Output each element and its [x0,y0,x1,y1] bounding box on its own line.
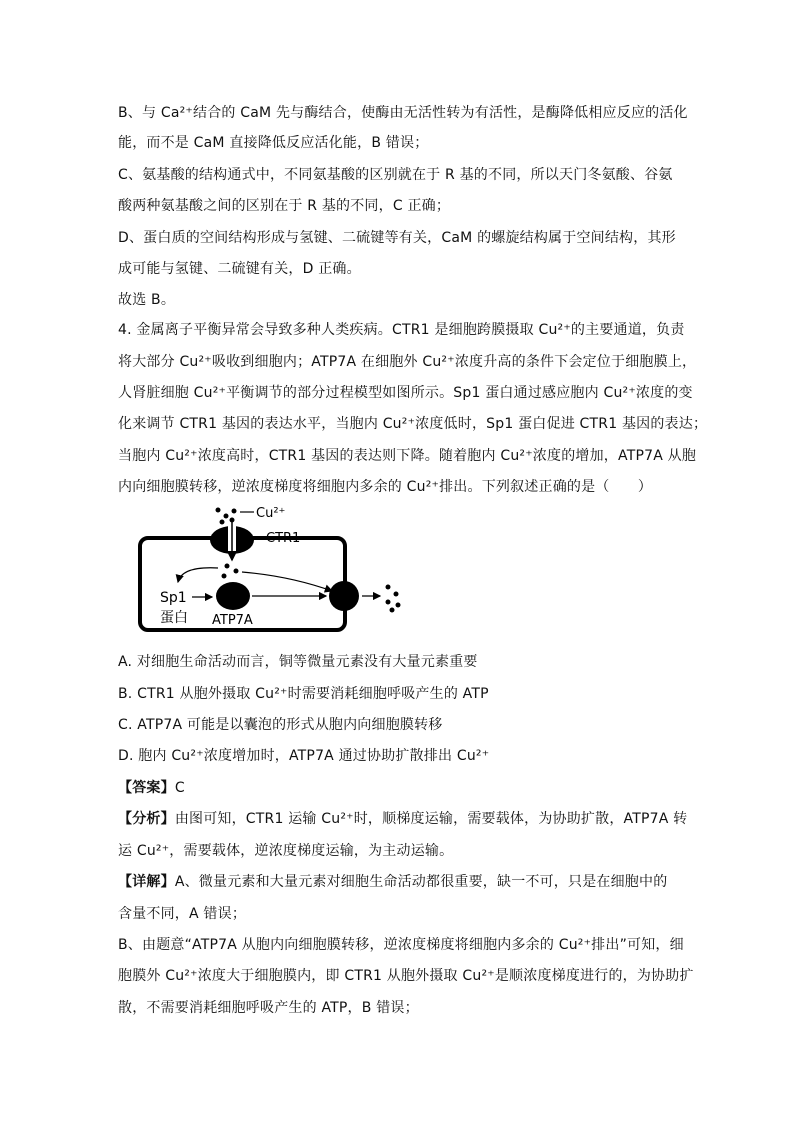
analysis-line: 运 Cu²⁺，需要载体，逆浓度梯度运输，为主动运输。 [118,843,454,859]
question-stem-line: 人肾脏细胞 Cu²⁺平衡调节的部分过程模型如图所示。Sp1 蛋白通过感应胞内 Cu²⁺浓度的变 [118,385,693,401]
option-d: D. 胞内 Cu²⁺浓度增加时，ATP7A 通过协助扩散排出 Cu²⁺ [118,748,490,764]
cu-ion [390,608,395,613]
detail-line: 含量不同，A 错误； [118,906,247,922]
detail-tag: 【详解】 [118,874,175,890]
cu-ion [224,514,229,519]
question-stem-line: 将大部分 Cu²⁺吸收到细胞内；ATP7A 在细胞外 Cu²⁺浓度升高的条件下会定位于细胞膜上， [118,354,697,370]
option-c: C. ATP7A 可能是以囊泡的形式从胞内向细胞膜转移 [118,717,443,733]
cu-ion [394,592,399,597]
text-line: 故选 B。 [118,292,176,308]
text-line: 能，而不是 CaM 直接降低反应活化能，B 错误； [118,135,429,151]
cu-ion [396,603,401,608]
cell-diagram [130,498,430,638]
cu-ion [386,585,391,590]
option-b: B. CTR1 从胞外摄取 Cu²⁺时需要消耗细胞呼吸产生的 ATP [118,686,489,702]
detail-line [118,872,667,892]
text-line: 酸两种氨基酸之间的区别在于 R 基的不同，C 正确； [118,198,451,214]
cu-ion [220,520,225,525]
atp7a-membrane [329,581,359,611]
question-stem-line: 当胞内 Cu²⁺浓度高时，CTR1 基因的表达则下降。随着胞内 Cu²⁺浓度的增加，ATP7A 从胞 [118,448,697,464]
detail-line: 胞膜外 Cu²⁺浓度大于细胞膜内，即 CTR1 从胞外摄取 Cu²⁺是顺浓度梯度进行的，为协助扩 [118,968,694,984]
atp7a-vesicle [216,582,250,610]
cu-ion [216,508,221,513]
cu-ion [234,569,239,574]
ctr1-label: CTR1 [266,531,301,546]
protein-label: 蛋白 [160,610,188,626]
analysis-text: 由图可知，CTR1 运输 Cu²⁺时，顺梯度运输，需要载体，为协助扩散，ATP7A 转 [174,811,688,827]
detail-line: 散，不需要消耗细胞呼吸产生的 ATP，B 错误； [118,1000,419,1016]
cu-label: Cu²⁺ [256,506,286,521]
answer-value: C [174,780,185,796]
cu-ion [222,574,227,579]
atp7a-label: ATP7A [212,613,253,628]
text-line: B、与 Ca²⁺结合的 CaM 先与酶结合，使酶由无活性转为有活性，是酶降低相应反应的活化 [118,105,688,121]
cu-ion [230,518,235,523]
text-line: C、氨基酸的结构通式中，不同氨基酸的区别就在于 R 基的不同，所以天门冬氨酸、谷氨 [118,167,673,183]
detail-text: A、微量元素和大量元素对细胞生命活动都很重要，缺一不可，只是在细胞中的 [174,874,668,890]
question-stem-line: 4. 金属离子平衡异常会导致多种人类疾病。CTR1 是细胞跨膜摄取 Cu²⁺的主要通道，负责 [118,322,685,338]
cu-ion [225,564,230,569]
cu-ion [386,600,391,605]
sp1-label: Sp1 [160,590,187,606]
detail-line: B、由题意“ATP7A 从胞内向细胞膜转移，逆浓度梯度将细胞内多余的 Cu²⁺排出”可知，细 [118,937,684,953]
answer-line [118,778,185,798]
cu-ion [232,509,237,514]
answer-tag: 【答案】 [118,780,175,796]
question-stem-line: 内向细胞膜转移，逆浓度梯度将细胞内多余的 Cu²⁺排出。下列叙述正确的是（ ） [118,479,653,495]
text-line: D、蛋白质的空间结构形成与氢键、二硫键等有关，CaM 的螺旋结构属于空间结构，其形 [118,230,676,246]
text-line: 成可能与氢键、二硫键有关，D 正确。 [118,261,361,277]
analysis-line [118,809,687,829]
question-stem-line: 化来调节 CTR1 基因的表达水平，当胞内 Cu²⁺浓度低时，Sp1 蛋白促进 CTR1 基因的表达； [118,416,708,432]
option-a: A. 对细胞生命活动而言，铜等微量元素没有大量元素重要 [118,654,478,670]
analysis-tag: 【分析】 [118,811,175,827]
